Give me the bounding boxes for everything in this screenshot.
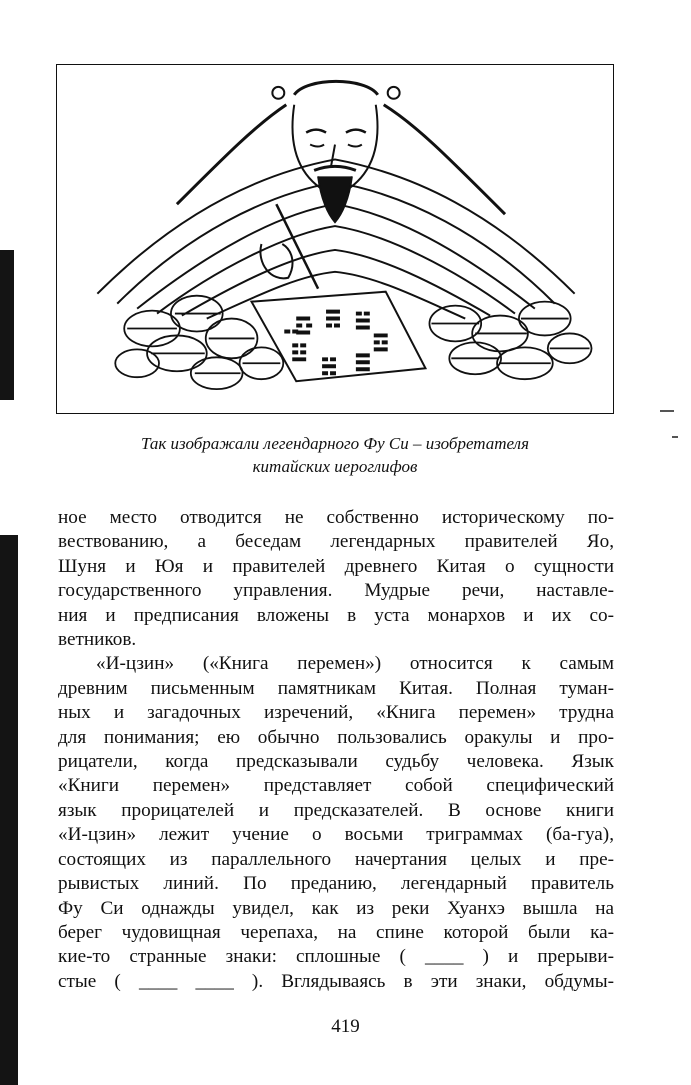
text-line: государственного управления. Мудрые речи, наставле- bbox=[58, 580, 614, 602]
text-line: рицатели, когда предсказывали судьбу человека. Язык bbox=[58, 751, 614, 773]
text-line: для понимания; ею обычно пользовались оракулы и про- bbox=[58, 726, 614, 748]
text-line: «Книги перемен» представляет собой специфический bbox=[58, 775, 614, 797]
text-line: ных и загадочных изречений, «Книга перемен» трудна bbox=[58, 702, 614, 724]
text-line: Шуня и Юя и правителей древнего Китая о сущности bbox=[58, 555, 614, 577]
page-number: 419 bbox=[331, 1016, 360, 1037]
text-line: древним письменным памятникам Китая. Полная туман- bbox=[58, 677, 614, 699]
text-line: состоящих из параллельного начертания целых и пре- bbox=[58, 848, 614, 870]
caption-line: китайских иероглифов bbox=[252, 457, 418, 476]
text-line: Фу Си однажды увидел, как из реки Хуанхэ вышла на bbox=[58, 897, 614, 919]
text-line: язык прорицателей и предсказателей. В основе книги bbox=[58, 799, 614, 821]
text-line: «И-цзин» лежит учение о восьми триграммах (ба-гуа), bbox=[58, 824, 614, 846]
text-line: ния и предписания вложены в уста монархов и их со- bbox=[58, 604, 614, 626]
text-line: «И-цзин» («Книга перемен») относится к самым bbox=[96, 653, 614, 675]
scan-edge-shadow-top bbox=[0, 250, 14, 400]
paragraph bbox=[58, 652, 614, 994]
text-line: кие-то странные знаки: сплошные ( ____ ) и прерыви- bbox=[58, 946, 614, 968]
text-line: рывистых линий. По преданию, легендарный правитель bbox=[58, 873, 614, 895]
figure-caption bbox=[60, 432, 610, 478]
caption-line: Так изображали легендарного Фу Си – изобретателя bbox=[141, 434, 529, 453]
text-line: вествованию, а беседам легендарных правителей Яо, bbox=[58, 531, 614, 553]
paragraph bbox=[58, 506, 614, 652]
text-line: берег чудовищная черепаха, на спине которой были ка- bbox=[58, 921, 614, 943]
fu-xi-illustration bbox=[56, 64, 614, 414]
body-text bbox=[58, 506, 614, 994]
scan-speck bbox=[672, 436, 678, 438]
scan-edge-shadow-bottom bbox=[0, 535, 18, 1085]
scan-speck bbox=[660, 410, 674, 412]
text-line: ветников. bbox=[58, 629, 137, 651]
text-line: стые ( ____ ____ ). Вглядываясь в эти знаки, обдумы- bbox=[58, 970, 614, 992]
text-line: ное место отводится не собственно историческому по- bbox=[58, 507, 614, 528]
